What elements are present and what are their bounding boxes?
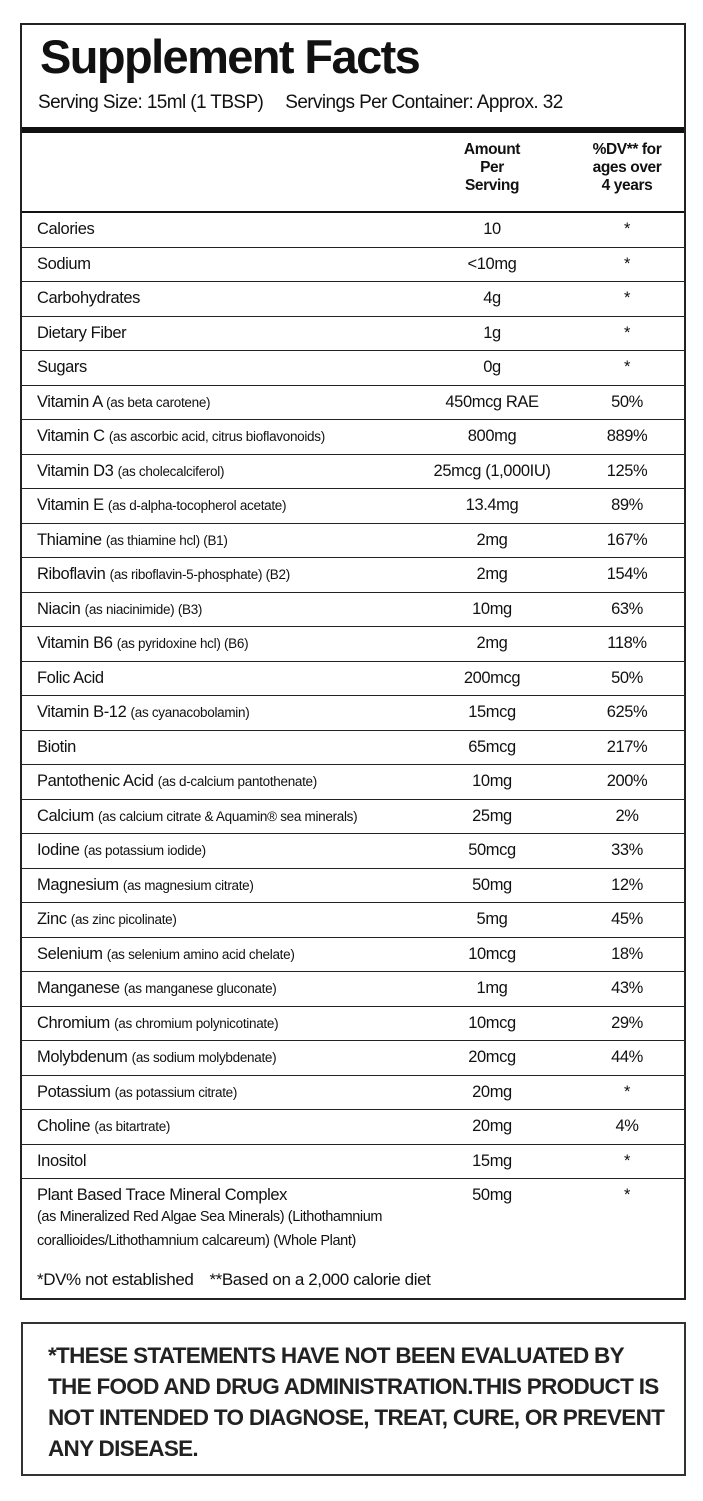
nutrient-name: Riboflavin xyxy=(37,565,106,583)
servings-per-container: Servings Per Container: Approx. 32 xyxy=(285,92,563,113)
serving-info xyxy=(38,92,563,114)
nutrient-name: Sugars xyxy=(37,358,87,376)
table-row xyxy=(22,662,684,697)
table-header xyxy=(22,133,684,213)
nutrient-name: Selenium xyxy=(37,944,103,963)
table-row xyxy=(22,248,684,283)
nutrient-source: (as d-calcium pantothenate) xyxy=(157,774,317,789)
nutrient-label xyxy=(37,289,140,308)
nutrient-dv: 63% xyxy=(611,599,643,618)
nutrient-source: (as calcium citrate & Aquamin® sea minerals) xyxy=(97,808,358,824)
table-row xyxy=(22,282,684,317)
nutrient-amount: 50mg xyxy=(472,1186,512,1204)
nutrient-amount: 4g xyxy=(483,289,501,307)
nutrient-name: Calories xyxy=(37,220,95,238)
footnote-dv: *DV% not established xyxy=(37,1270,194,1289)
nutrient-amount: 800mg xyxy=(467,427,517,445)
footnote-calorie: **Based on a 2,000 calorie diet xyxy=(209,1270,431,1289)
table-row xyxy=(22,420,684,455)
nutrient-label xyxy=(37,1014,278,1033)
table-row xyxy=(22,938,684,973)
nutrient-label xyxy=(37,427,325,446)
nutrient-label xyxy=(37,841,206,860)
nutrient-source: (as manganese gluconate) xyxy=(123,981,277,996)
table-row xyxy=(22,1110,684,1145)
nutrient-label xyxy=(37,945,295,964)
nutrient-label xyxy=(37,393,210,412)
amount-column-header: Amount Per Serving xyxy=(463,141,521,194)
nutrient-source: (as selenium amino acid chelate) xyxy=(106,946,295,962)
nutrient-label xyxy=(37,669,104,688)
table-row xyxy=(22,765,684,800)
nutrient-dv: * xyxy=(623,289,631,307)
nutrient-amount: 1mg xyxy=(476,979,508,997)
table-row xyxy=(22,455,684,490)
nutrient-dv: * xyxy=(623,1151,631,1170)
nutrient-label xyxy=(37,807,357,826)
nutrient-amount: 20mg xyxy=(472,1117,512,1135)
serving-size: Serving Size: 15ml (1 TBSP) xyxy=(38,92,264,113)
nutrient-name: Carbohydrates xyxy=(37,289,141,307)
table-row xyxy=(22,869,684,904)
nutrient-amount: 1g xyxy=(483,323,501,342)
nutrient-amount: 10 xyxy=(483,220,501,238)
nutrient-table xyxy=(22,213,684,1259)
dv-column-header: %DV** for ages over 4 years xyxy=(592,141,662,194)
nutrient-label xyxy=(37,1117,170,1136)
nutrient-name: Manganese xyxy=(37,979,120,997)
table-row xyxy=(22,524,684,559)
nutrient-label xyxy=(37,496,286,515)
nutrient-label xyxy=(37,910,177,929)
nutrient-amount: 2mg xyxy=(476,565,508,583)
nutrient-dv: 50% xyxy=(611,668,643,687)
nutrient-amount: 10mg xyxy=(472,772,512,790)
nutrient-name: Folic Acid xyxy=(37,668,104,687)
nutrient-name: Biotin xyxy=(37,737,76,756)
nutrient-name: Vitamin B6 xyxy=(37,634,113,652)
nutrient-dv: * xyxy=(623,1082,631,1101)
nutrient-amount: 20mg xyxy=(472,1082,512,1101)
nutrient-dv: * xyxy=(623,323,631,342)
nutrient-dv: * xyxy=(623,358,631,376)
nutrient-label xyxy=(37,220,94,239)
nutrient-label xyxy=(37,738,76,757)
nutrient-source: (as potassium iodide) xyxy=(83,843,206,858)
nutrient-amount: 13.4mg xyxy=(465,496,519,514)
nutrient-source: (as cholecalciferol) xyxy=(117,463,225,479)
nutrient-amount: 10mcg xyxy=(468,944,516,963)
table-row xyxy=(22,213,684,248)
table-row xyxy=(22,558,684,593)
nutrient-name: Zinc xyxy=(37,910,67,928)
nutrient-source: (as cyanacobolamin) xyxy=(130,705,250,720)
nutrient-dv: 154% xyxy=(606,565,648,583)
nutrient-label xyxy=(37,979,276,998)
nutrient-name: Chromium xyxy=(37,1013,110,1032)
table-row xyxy=(22,489,684,524)
table-row xyxy=(22,627,684,662)
nutrient-amount: 5mg xyxy=(476,910,508,928)
nutrient-amount: 25mcg (1,000IU) xyxy=(433,461,551,480)
nutrient-label xyxy=(37,565,290,584)
nutrient-dv: 12% xyxy=(611,875,643,894)
nutrient-amount: 25mg xyxy=(472,806,512,825)
nutrient-name: Potassium xyxy=(37,1082,111,1101)
nutrient-name: Pantothenic Acid xyxy=(37,772,154,790)
table-row xyxy=(22,972,684,1007)
nutrient-dv: 89% xyxy=(611,496,643,514)
nutrient-name: Vitamin E xyxy=(37,496,104,514)
nutrient-label xyxy=(37,324,126,343)
supplement-facts-panel xyxy=(20,23,686,1300)
nutrient-label xyxy=(37,772,317,791)
nutrient-name: Magnesium xyxy=(37,875,119,894)
nutrient-dv: 45% xyxy=(611,910,643,928)
table-row xyxy=(22,1076,684,1111)
nutrient-dv: 217% xyxy=(606,737,648,756)
nutrient-name: Choline xyxy=(37,1117,91,1135)
nutrient-amount: 15mg xyxy=(472,1151,512,1170)
nutrient-dv: 167% xyxy=(606,530,648,549)
nutrient-amount: 10mg xyxy=(472,599,512,618)
nutrient-label xyxy=(37,703,249,722)
nutrient-source: (as bitartrate) xyxy=(94,1119,171,1134)
table-row xyxy=(22,317,684,352)
table-row xyxy=(22,1145,684,1180)
nutrient-source: (as sodium molybdenate) xyxy=(131,1050,277,1065)
nutrient-amount: 50mcg xyxy=(468,841,516,859)
nutrient-label xyxy=(37,1083,237,1102)
nutrient-name: Plant Based Trace Mineral Complex xyxy=(37,1186,288,1204)
nutrient-source: (as potassium citrate) xyxy=(114,1084,238,1100)
nutrient-amount: 10mcg xyxy=(468,1013,516,1032)
nutrient-amount: 15mcg xyxy=(468,703,516,721)
nutrient-dv: 200% xyxy=(606,772,648,790)
nutrient-dv: 889% xyxy=(606,427,648,445)
nutrient-dv: 625% xyxy=(606,703,648,721)
nutrient-amount: 450mcg RAE xyxy=(445,392,539,411)
nutrient-amount: 65mcg xyxy=(468,737,516,756)
nutrient-source: (as pyridoxine hcl) (B6) xyxy=(116,636,249,651)
nutrient-label xyxy=(37,462,224,481)
nutrient-amount: <10mg xyxy=(467,254,517,273)
panel-title: Supplement Facts xyxy=(40,30,420,83)
nutrient-name: Inositol xyxy=(37,1151,87,1170)
nutrient-source: (as beta carotene) xyxy=(106,394,211,410)
nutrient-name: Molybdenum xyxy=(37,1048,128,1066)
nutrient-label xyxy=(37,600,202,619)
nutrient-dv: 29% xyxy=(611,1013,643,1032)
nutrient-amount: 200mcg xyxy=(463,668,521,687)
nutrient-amount: 0g xyxy=(483,358,501,376)
nutrient-dv: 118% xyxy=(607,634,647,652)
nutrient-dv: 125% xyxy=(606,461,648,480)
fda-disclaimer: *THESE STATEMENTS HAVE NOT BEEN EVALUATED BY THE FOOD AND DRUG ADMINISTRATION.THIS PRODUCT IS NOT INTENDED TO DIAGNOSE, TREAT, CURE, OR PREVENT ANY DISEASE. xyxy=(48,1343,665,1461)
nutrient-amount: 2mg xyxy=(476,634,508,652)
table-row xyxy=(22,593,684,628)
nutrient-label xyxy=(37,876,254,895)
nutrient-dv: 33% xyxy=(611,841,643,859)
nutrient-name: Sodium xyxy=(37,254,91,273)
nutrient-dv: * xyxy=(623,254,631,273)
nutrient-name: Dietary Fiber xyxy=(37,323,127,342)
nutrient-amount: 2mg xyxy=(476,530,508,549)
nutrient-label xyxy=(37,1048,276,1067)
fda-disclaimer-box xyxy=(21,1322,686,1476)
footnotes xyxy=(37,1270,430,1290)
nutrient-name: Niacin xyxy=(37,599,81,618)
table-row xyxy=(22,731,684,766)
table-row xyxy=(22,1179,684,1259)
table-row xyxy=(22,386,684,421)
nutrient-label xyxy=(37,634,248,653)
nutrient-name: Vitamin B-12 xyxy=(37,703,127,721)
table-row xyxy=(22,903,684,938)
nutrient-label xyxy=(37,1152,86,1171)
nutrient-amount: 20mcg xyxy=(468,1048,516,1066)
nutrient-name: Vitamin A xyxy=(37,392,102,411)
nutrient-amount: 50mg xyxy=(472,875,512,894)
nutrient-name: Vitamin C xyxy=(37,427,105,445)
table-row xyxy=(22,1041,684,1076)
nutrient-label xyxy=(37,531,228,550)
nutrient-dv: 44% xyxy=(611,1048,643,1066)
nutrient-label xyxy=(37,358,87,377)
table-row xyxy=(22,1007,684,1042)
nutrient-dv: 50% xyxy=(611,392,643,411)
table-row xyxy=(22,834,684,869)
table-row xyxy=(22,696,684,731)
nutrient-source: (as thiamine hcl) (B1) xyxy=(105,532,228,548)
nutrient-source: (as niacinimide) (B3) xyxy=(84,601,203,617)
nutrient-source: (as d-alpha-tocopherol acetate) xyxy=(107,498,287,513)
nutrient-source: (as riboflavin-5-phosphate) (B2) xyxy=(109,567,290,582)
nutrient-source: (as chromium polynicotinate) xyxy=(114,1015,279,1031)
nutrient-dv: 4% xyxy=(615,1117,639,1135)
nutrient-dv: * xyxy=(623,1186,631,1204)
nutrient-dv: 18% xyxy=(611,944,643,963)
nutrient-label xyxy=(37,255,91,274)
table-row xyxy=(22,351,684,386)
nutrient-name: Calcium xyxy=(37,806,94,825)
nutrient-dv: 43% xyxy=(611,979,643,997)
nutrient-dv: * xyxy=(623,220,631,238)
nutrient-name: Iodine xyxy=(37,841,80,859)
nutrient-source: (as zinc picolinate) xyxy=(70,912,177,927)
table-row xyxy=(22,800,684,835)
nutrient-name: Vitamin D3 xyxy=(37,461,114,480)
nutrient-dv: 2% xyxy=(615,806,639,825)
nutrient-source: (as magnesium citrate) xyxy=(122,877,254,893)
nutrient-source: (as ascorbic acid, citrus bioflavonoids) xyxy=(108,429,325,444)
nutrient-name: Thiamine xyxy=(37,530,102,549)
nutrient-source: (as Mineralized Red Algae Sea Minerals) (Lithothamnium corallioides/Lithothamnium calcareum) (Whole Plant) xyxy=(37,1209,383,1249)
